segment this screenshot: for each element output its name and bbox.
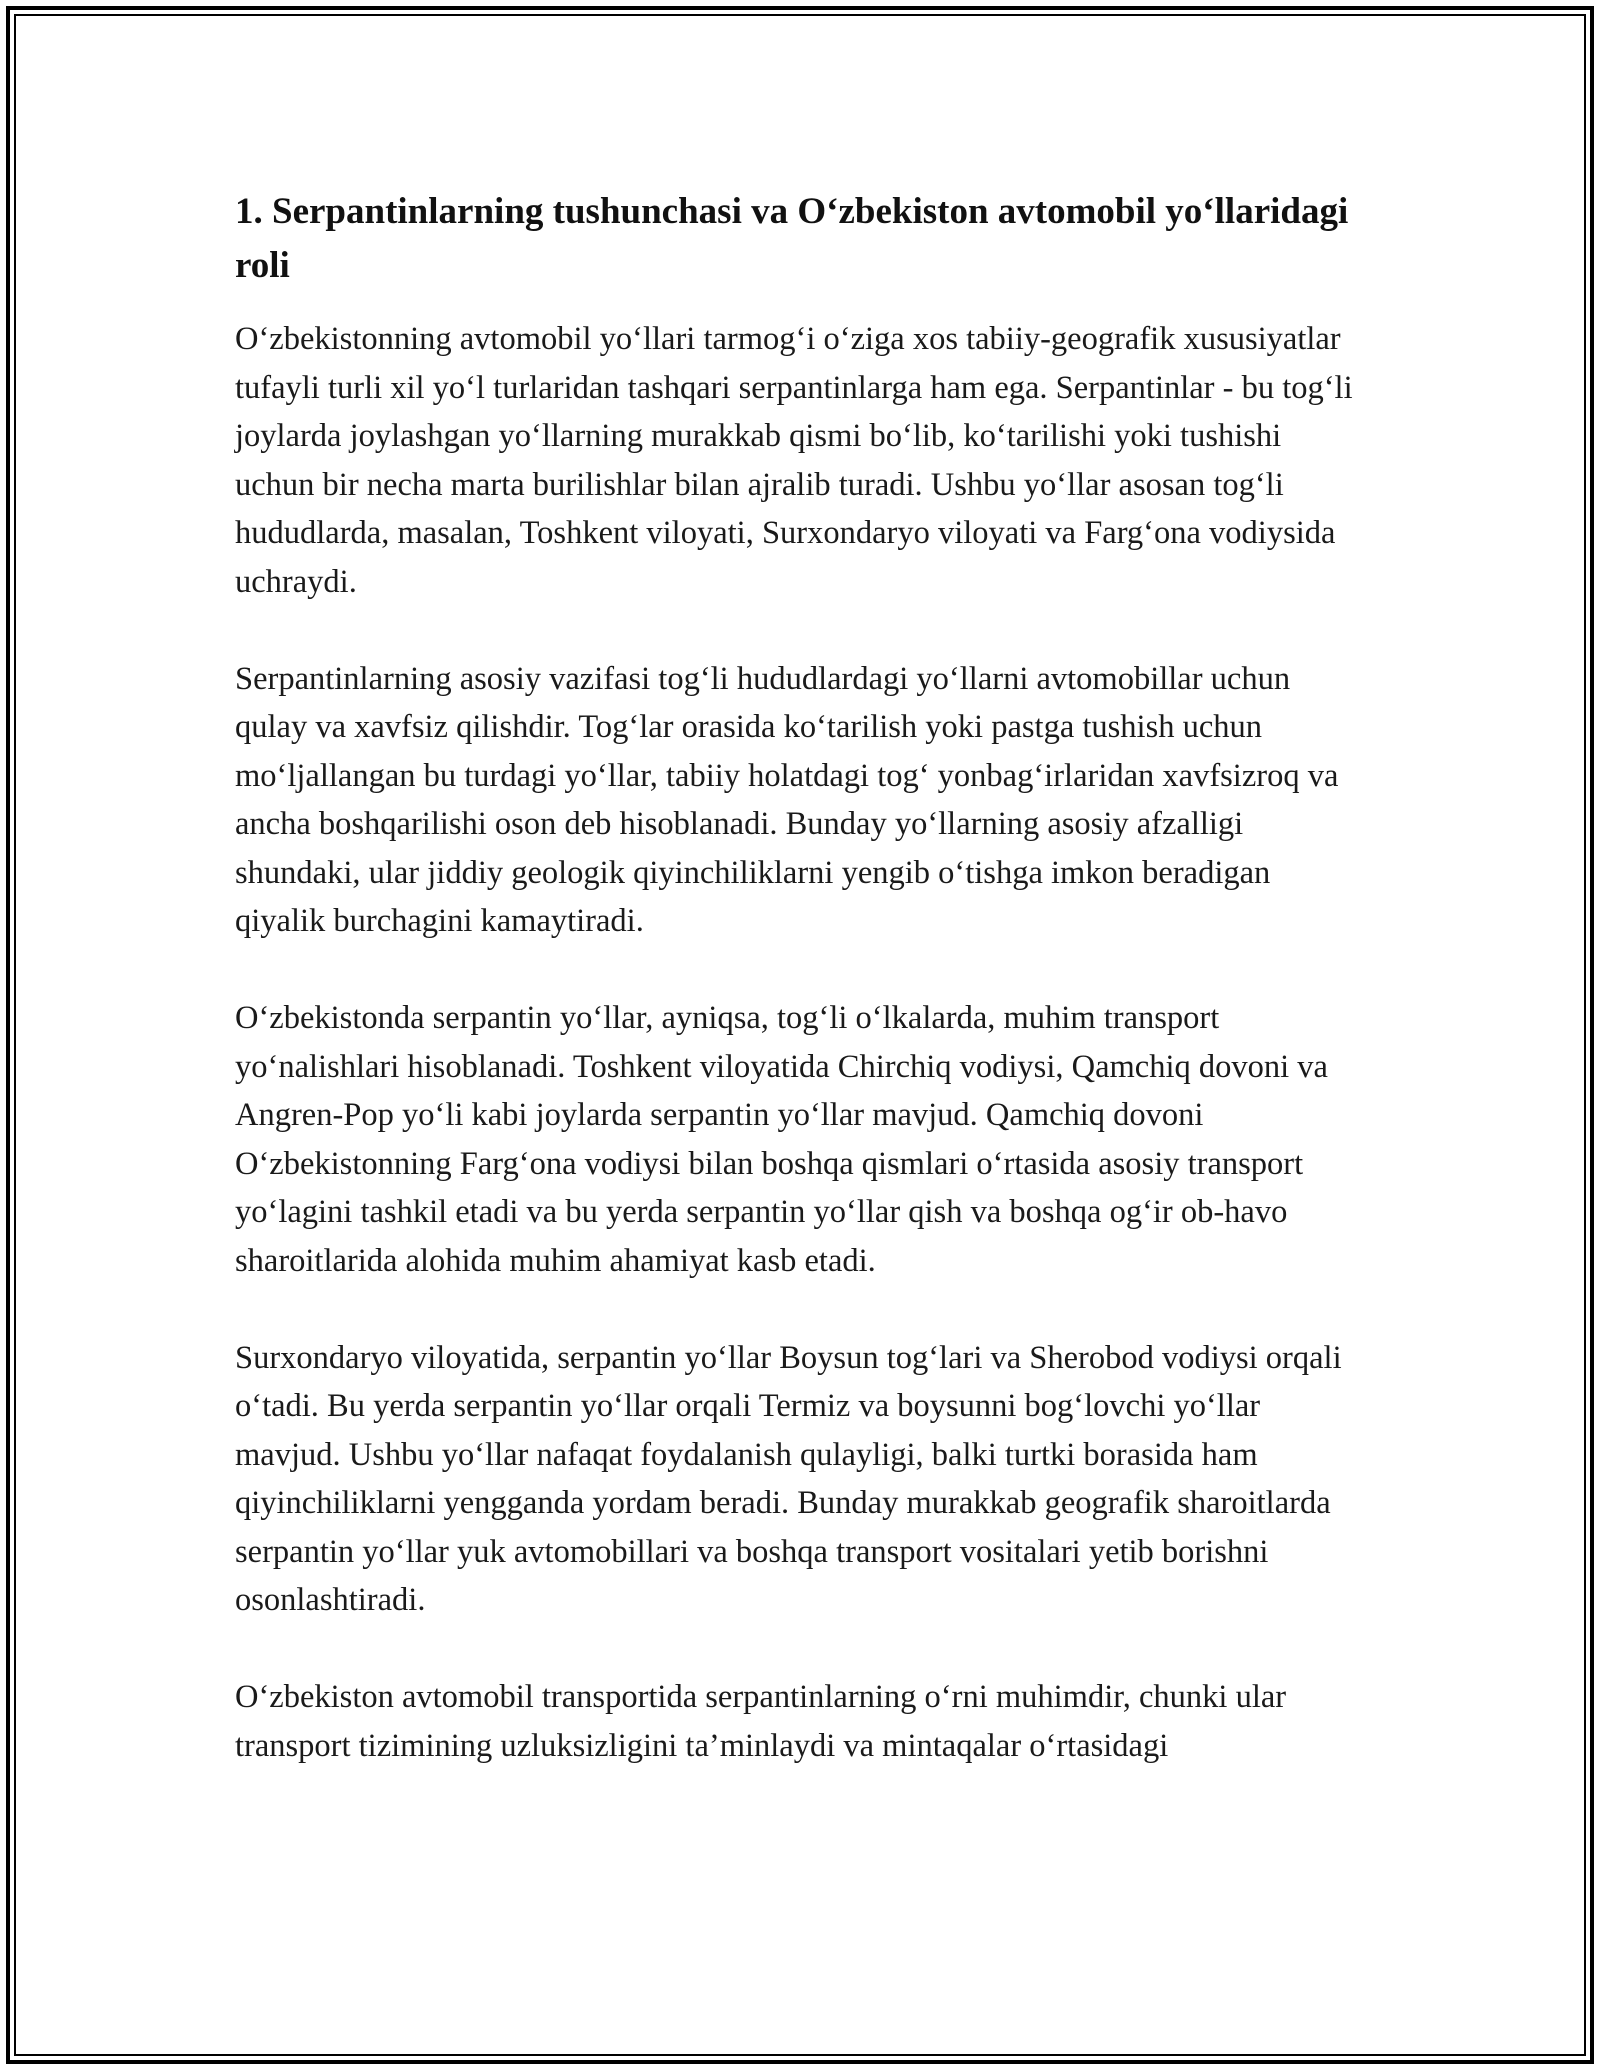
paragraph-2: Serpantinlarning asosiy vazifasi tog‘li hududlardagi yo‘llarni avtomobillar uchun qulay va xavfsiz qilishdir. Tog‘lar orasida ko‘tarilish yoki pastga tushish uchun mo‘ljallangan bu turdagi yo‘llar, tabiiy holatdagi tog‘ yonbag‘irlaridan xavfsizroq va ancha boshqarilishi oson deb hisoblanadi. Bunday yo‘llarning asosiy afzalligi shundaki, ular jiddiy geologik qiyinchiliklarni yengib o‘tishga imkon beradigan qiyalik burchagini kamaytiradi. [235, 660, 1339, 939]
section-heading: 1. Serpantinlarning tushunchasi va O‘zbekiston avtomobil yo‘llaridagi roli [235, 191, 1349, 286]
paragraph-4: Surxondaryo viloyatida, serpantin yo‘llar Boysun tog‘lari va Sherobod vodiysi orqali o‘tadi. Bu yerda serpantin yo‘llar orqali Termiz va boysunni bog‘lovchi yo‘llar mavjud. Ushbu yo‘llar nafaqat foydalanish qulayligi, balki turtki borasida ham qiyinchiliklarni yengganda yordam beradi. Bunday murakkab geografik sharoitlarda serpantin yo‘llar yuk avtomobillari va boshqa transport vositalari yetib borishni osonlashtiradi. [235, 1339, 1342, 1618]
paragraph-5: O‘zbekiston avtomobil transportida serpantinlarning o‘rni muhimdir, chunki ular transport tizimining uzluksizligini ta’minlaydi va mintaqalar o‘rtasidagi [235, 1679, 1287, 1764]
paragraph-3: O‘zbekistonda serpantin yo‘llar, ayniqsa, tog‘li o‘lkalarda, muhim transport yo‘nalishlari hisoblanadi. Toshkent viloyatida Chirchiq vodiysi, Qamchiq dovoni va Angren-Pop yo‘li kabi joylarda serpantin yo‘llar mavjud. Qamchiq dovoni O‘zbekistonning Farg‘ona vodiysi bilan boshqa qismlari o‘rtasida asosiy transport yo‘lagini tashkil etadi va bu yerda serpantin yo‘llar qish va boshqa og‘ir ob-havo sharoitlarida alohida muhim ahamiyat kasb etadi. [235, 1000, 1328, 1279]
document-body [235, 185, 1365, 1770]
paragraph-1: O‘zbekistonning avtomobil yo‘llari tarmog‘i o‘ziga xos tabiiy-geografik xususiyatlar tufayli turli xil yo‘l turlaridan tashqari serpantinlarga ham ega. Serpantinlar - bu tog‘li joylarda joylashgan yo‘llarning murakkab qismi bo‘lib, ko‘tarilishi yoki tushishi uchun bir necha marta burilishlar bilan ajralib turadi. Ushbu yo‘llar asosan tog‘li hududlarda, masalan, Toshkent viloyati, Surxondaryo viloyati va Farg‘ona vodiysida uchraydi. [235, 321, 1353, 600]
